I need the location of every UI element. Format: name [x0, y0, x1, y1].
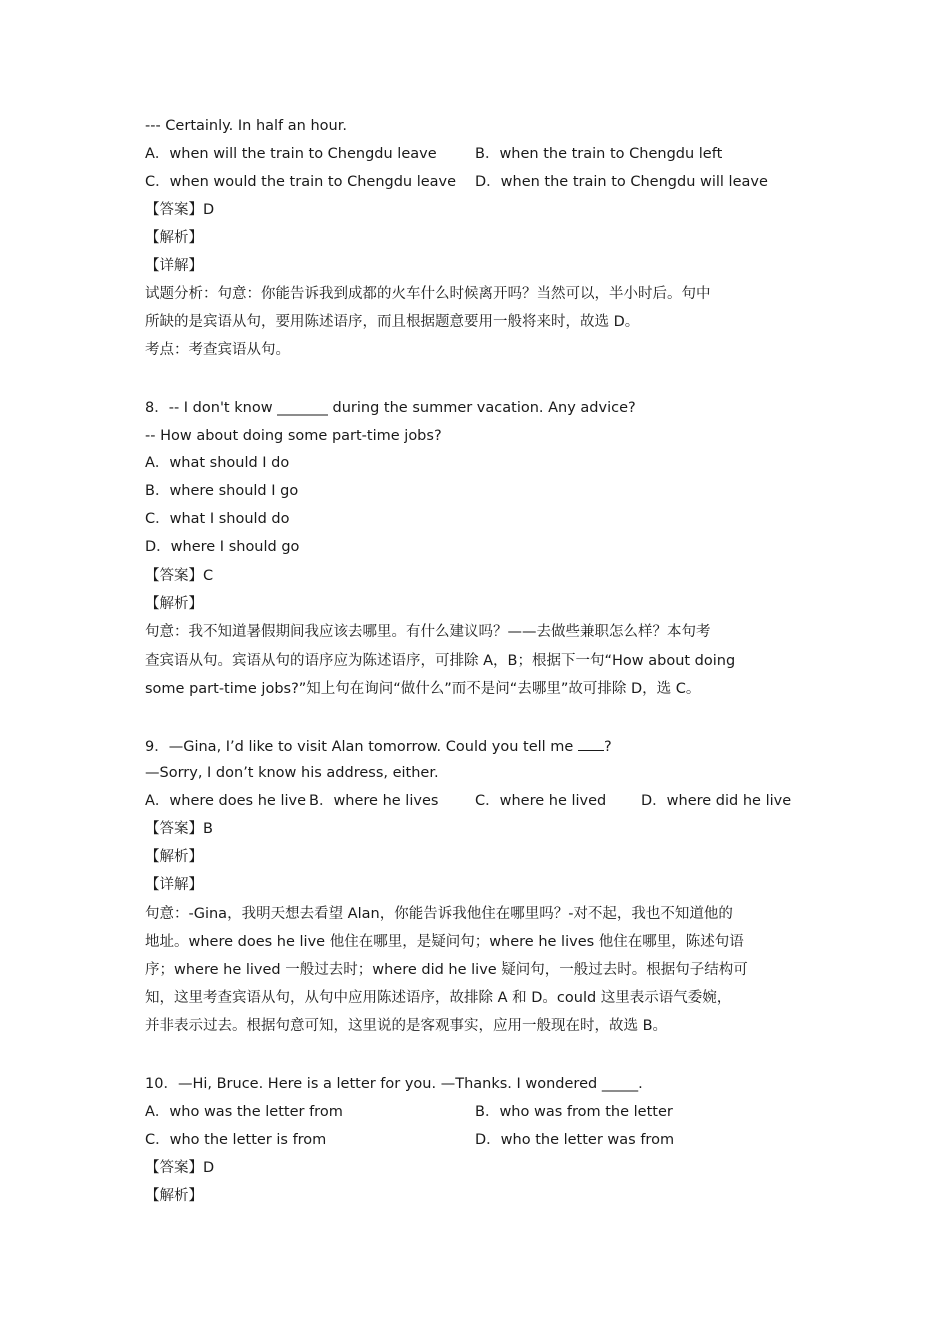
q8-reply: -- How about doing some part-time jobs? — [145, 428, 442, 444]
q7-option-a: A．when will the train to Chengdu leave — [145, 146, 437, 162]
q9-option-a: A．where does he live — [145, 793, 307, 809]
q9-analysis-line: 地址。where does he live 他住在哪里，是疑问句；where he lives 他住在哪里，陈述句语 — [145, 934, 744, 950]
q7-option-d: D．when the train to Chengdu will leave — [475, 174, 768, 190]
q10-stem — [145, 1074, 643, 1094]
q10-answer: 【答案】D — [145, 1160, 215, 1176]
q9-stem-post: ? — [603, 739, 612, 755]
q8-stem-pre: 8．-- I don't know — [145, 400, 278, 416]
q9-analysis-line: 序；where he lived 一般过去时；where did he live 疑问句，一般过去时。根据句子结构可 — [145, 962, 748, 978]
q7-answer: 【答案】D — [145, 202, 215, 218]
q8-blank: _______ — [277, 400, 328, 416]
q9-jiexi-heading: 【解析】 — [145, 849, 203, 865]
q10-option-c: C．who the letter is from — [145, 1132, 327, 1148]
q8-analysis-line: some part-time jobs?”知上句在询问“做什么”而不是问“去哪里”故可排除 D，选 C。 — [145, 681, 701, 697]
q9-analysis-line: 并非表示过去。根据句意可知，这里说的是客观事实，应用一般现在时，故选 B。 — [145, 1018, 668, 1034]
q9-stem — [145, 736, 612, 757]
q7-analysis-line: 试题分析：句意：你能告诉我到成都的火车什么时候离开吗？当然可以，半小时后。句中 — [145, 286, 711, 302]
q8-analysis-line: 句意：我不知道暑假期间我应该去哪里。有什么建议吗？——去做些兼职怎么样？本句考 — [145, 624, 711, 640]
q8-option-d: D．where I should go — [145, 539, 300, 555]
q9-option-d: D．where did he live — [641, 793, 792, 809]
q8-option-b: B．where should I go — [145, 483, 299, 499]
q8-jiexi-heading: 【解析】 — [145, 596, 203, 612]
q8-analysis-line: 查宾语从句。宾语从句的语序应为陈述语序，可排除 A，B；根据下一句“How about doing — [145, 653, 736, 669]
q9-blank — [578, 736, 604, 751]
q9-xiangjie-heading: 【详解】 — [145, 877, 203, 893]
q10-stem-pre: 10．—Hi, Bruce. Here is a letter for you. —Thanks. I wondered — [145, 1076, 602, 1092]
q7-xiangjie-heading: 【详解】 — [145, 258, 203, 274]
q7-point: 考点：考查宾语从句。 — [145, 342, 290, 358]
q7-reply: --- Certainly. In half an hour. — [145, 118, 347, 134]
q10-option-d: D．who the letter was from — [475, 1132, 675, 1148]
q10-blank: _____ — [601, 1076, 639, 1092]
q7-option-b: B．when the train to Chengdu left — [475, 146, 723, 162]
q10-stem-post: . — [638, 1076, 643, 1092]
q9-stem-pre: 9．—Gina, I’d like to visit Alan tomorrow. Could you tell me — [145, 739, 578, 755]
q8-answer: 【答案】C — [145, 568, 214, 584]
q9-reply: —Sorry, I don’t know his address, either. — [145, 765, 439, 781]
q7-analysis-line: 所缺的是宾语从句，要用陈述语序，而且根据题意要用一般将来时，故选 D。 — [145, 314, 640, 330]
q9-option-c: C．where he lived — [475, 793, 607, 809]
q8-stem-post: during the summer vacation. Any advice? — [327, 400, 636, 416]
q8-stem — [145, 398, 636, 418]
q10-jiexi-heading: 【解析】 — [145, 1188, 203, 1204]
q9-option-b: B．where he lives — [309, 793, 439, 809]
q8-option-a: A．what should I do — [145, 455, 290, 471]
q10-option-b: B．who was from the letter — [475, 1104, 673, 1120]
q8-option-c: C．what I should do — [145, 511, 290, 527]
q9-analysis-line: 知，这里考查宾语从句，从句中应用陈述语序，故排除 A 和 D。could 这里表示语气委婉， — [145, 990, 732, 1006]
q9-answer: 【答案】B — [145, 821, 213, 837]
q10-option-a: A．who was the letter from — [145, 1104, 343, 1120]
q7-option-c: C．when would the train to Chengdu leave — [145, 174, 457, 190]
q9-analysis-line: 句意：-Gina，我明天想去看望 Alan，你能告诉我他住在哪里吗？-对不起，我也不知道他的 — [145, 906, 733, 922]
q7-jiexi-heading: 【解析】 — [145, 230, 203, 246]
